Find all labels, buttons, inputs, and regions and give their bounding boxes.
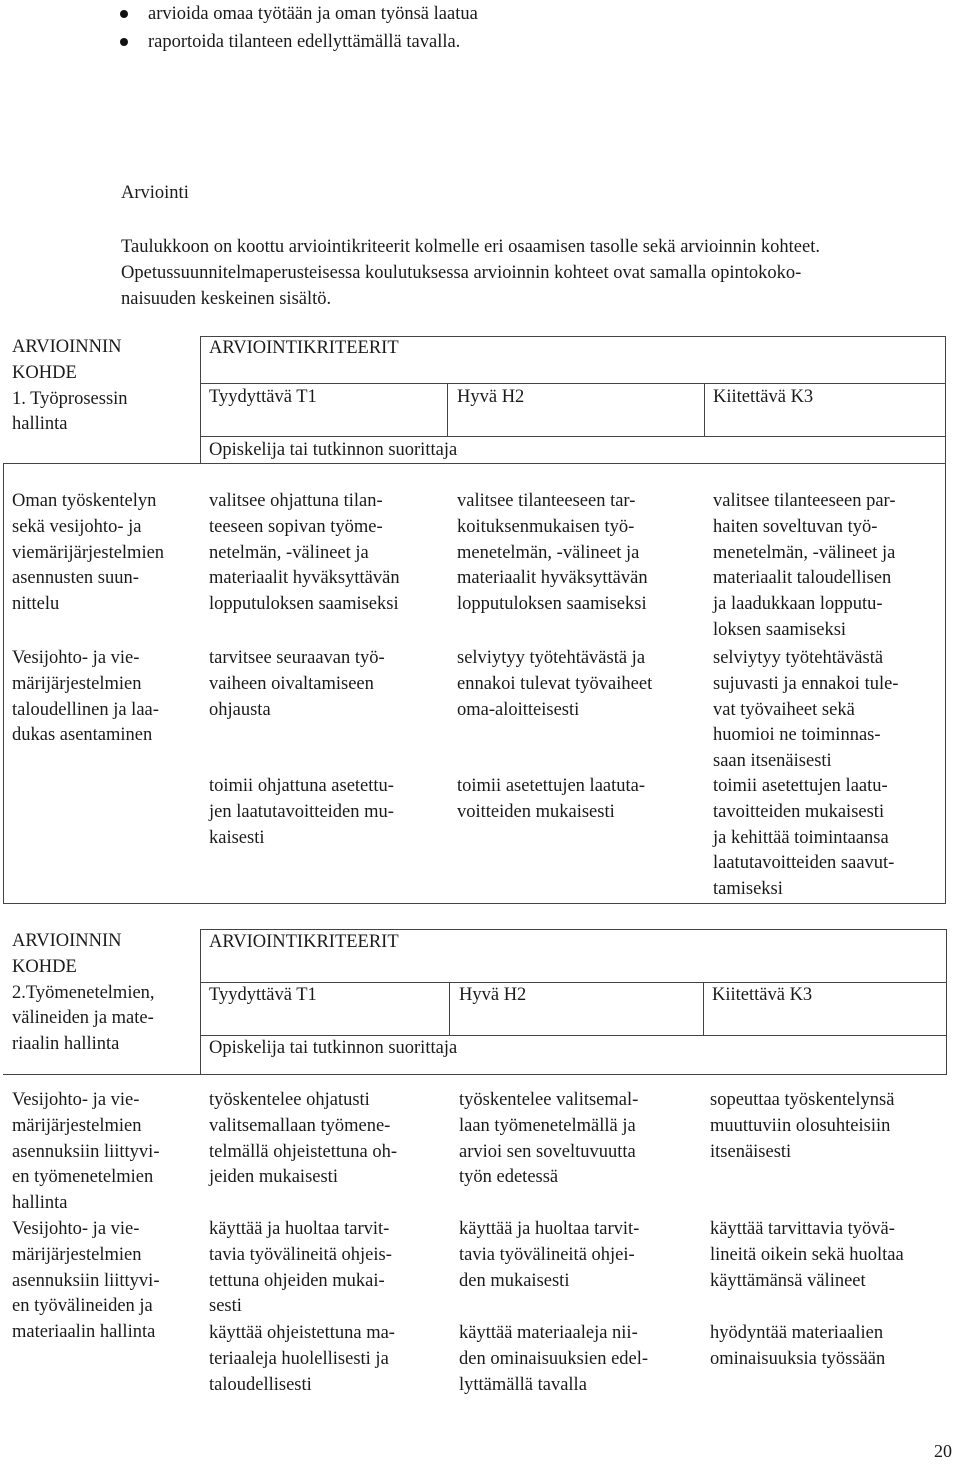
criteria-cell-h2: valitsee tilanteeseen tar- koituksenmukaisen työ- menetelmän, -välineet ja materiaalit hyväksyttävän lopputuloksen saamiseksi: [457, 491, 648, 615]
grade-k3: Kiitettävä K3: [712, 985, 813, 1005]
criteria-cell-t1: käyttää ohjeistettuna ma- teriaaleja huolellisesti ja taloudellisesti: [209, 1323, 395, 1395]
criteria-cell-k3: toimii asetettujen laatu- tavoitteiden mukaisesti ja kehittää toimintaansa laatutavoitteiden saavut- tamiseksi: [713, 776, 895, 900]
criteria-cell-k3: sopeuttaa työskentelynsä muuttuviin olosuhteisiin itsenäisesti: [710, 1090, 895, 1162]
grade-k3: Kiitettävä K3: [713, 387, 814, 407]
section-heading: Arviointi: [121, 183, 189, 203]
criteria-cell-k3: selviytyy työtehtävästä sujuvasti ja ennakoi tule- vat työvaiheet sekä huomioi ne toiminnas- saan itsenäisesti: [713, 648, 899, 772]
intro-paragraph: [121, 235, 951, 312]
bullet-item: raportoida tilanteen edellyttämällä tavalla.: [116, 28, 478, 56]
target-header: ARVIOINNIN KOHDE 1. Työprosessin hallinta: [12, 337, 128, 435]
target-cell: Vesijohto- ja vie- märijärjestelmien asennuksiin liittyvi- en työvälineiden ja materiaalin hallinta: [12, 1219, 160, 1343]
grade-t1: Tyydyttävä T1: [209, 985, 317, 1005]
subject-label: Opiskelija tai tutkinnon suorittaja: [209, 1038, 458, 1058]
criteria-cell-t1: käyttää ja huoltaa tarvit- tavia työvälineitä ohjeis- tettuna ohjeiden mukai- sesti: [209, 1219, 392, 1317]
page-number: 20: [934, 1441, 952, 1461]
bullet-icon: [120, 38, 128, 46]
grade-t1: Tyydyttävä T1: [209, 387, 317, 407]
criteria-cell-t1: toimii ohjattuna asetettu- jen laatutavoitteiden mu- kaisesti: [209, 776, 394, 848]
criteria-cell-h2: toimii asetettujen laatuta- voitteiden mukaisesti: [457, 776, 646, 822]
target-cell: Vesijohto- ja vie- märijärjestelmien asennuksiin liittyvi- en työmenetelmien hallinta: [12, 1090, 160, 1214]
criteria-cell-k3: valitsee tilanteeseen par- haiten soveltuvan työ- menetelmän, -välineet ja materiaalit taloudellisen ja laadukkaan lopputu- loksen saamiseksi: [713, 491, 896, 640]
criteria-cell-t1: työskentelee ohjatusti valitsemallaan työmene- telmällä ohjeistettuna oh- jeiden mukaisesti: [209, 1090, 398, 1188]
bullet-icon: [120, 10, 128, 18]
criteria-cell-t1: valitsee ohjattuna tilan- teeseen sopivan työme- netelmän, -välineet ja materiaalit hyväksyttävän lopputuloksen saamiseksi: [209, 491, 400, 615]
criteria-title: ARVIOINTIKRITEERIT: [209, 338, 399, 358]
criteria-cell-t1: tarvitsee seuraavan työ- vaiheen oivaltamiseen ohjausta: [209, 648, 385, 720]
intro-line: naisuuden keskeinen sisältö.: [121, 288, 332, 309]
target-cell: Oman työskentelyn sekä vesijohto- ja viemärijärjestelmien asennusten suun- nittelu: [12, 491, 165, 615]
bullet-list: [116, 0, 478, 56]
criteria-cell-k3: käyttää tarvittavia työvä- lineitä oikein sekä huoltaa käyttämänsä välineet: [710, 1219, 904, 1291]
grade-h2: Hyvä H2: [459, 985, 527, 1005]
criteria-title: ARVIOINTIKRITEERIT: [209, 932, 399, 952]
criteria-cell-h2: käyttää materiaaleja nii- den ominaisuuksien edel- lyttämällä tavalla: [459, 1323, 649, 1395]
intro-line: Taulukkoon on koottu arviointikriteerit kolmelle eri osaamisen tasolle sekä arvioinnin kohteet.: [121, 237, 820, 257]
criteria-cell-h2: käyttää ja huoltaa tarvit- tavia työvälineitä ohjei- den mukaisesti: [459, 1219, 640, 1291]
intro-line: Opetussuunnitelmaperusteisessa koulutuksessa arvioinnin kohteet ovat samalla opintokoko-: [121, 262, 802, 283]
bullet-item: arvioida omaa työtään ja oman työnsä laatua: [116, 0, 478, 28]
grade-h2: Hyvä H2: [457, 387, 525, 407]
criteria-cell-k3: hyödyntää materiaalien ominaisuuksia työssään: [710, 1323, 886, 1369]
target-cell: Vesijohto- ja vie- märijärjestelmien taloudellinen ja laa- dukas asentaminen: [12, 648, 159, 746]
target-header: ARVIOINNIN KOHDE 2.Työmenetelmien, välineiden ja mate- riaalin hallinta: [12, 931, 155, 1055]
criteria-cell-h2: selviytyy työtehtävästä ja ennakoi tulevat työvaiheet oma-aloitteisesti: [457, 648, 653, 720]
criteria-cell-h2: työskentelee valitsemal- laan työmenetelmällä ja arvioi sen soveltuvuutta työn edetessä: [459, 1090, 639, 1188]
subject-label: Opiskelija tai tutkinnon suorittaja: [209, 440, 458, 460]
